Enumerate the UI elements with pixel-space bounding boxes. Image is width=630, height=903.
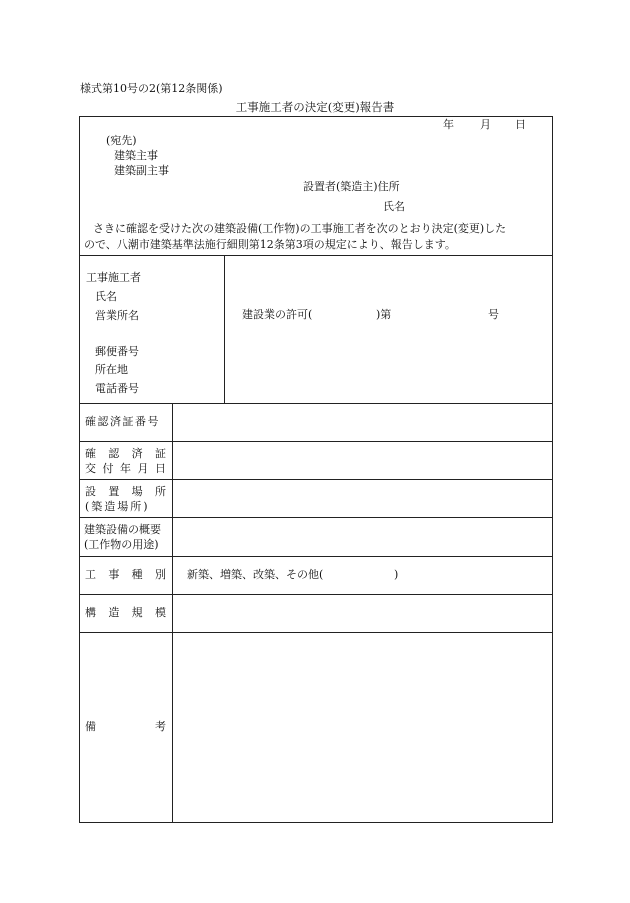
divider-label-column	[172, 403, 173, 823]
license-label: 建設業の許可(	[242, 308, 313, 321]
page-title: 工事施工者の決定(変更)報告書	[235, 100, 395, 114]
label-char: 規	[131, 606, 143, 619]
contractor-location-label: 所在地	[95, 363, 128, 376]
date-year-label: 年	[443, 118, 454, 131]
applicant-address-label: 設置者(築造主)住所	[303, 180, 400, 193]
label-char: 所	[154, 485, 166, 498]
form-number: 様式第10号の2(第12条関係)	[80, 82, 223, 95]
place-label-line2: (築造場所)	[85, 500, 150, 513]
label-char: 工	[85, 568, 96, 581]
work-type-options: 新築、増築、改築、その他(	[187, 568, 324, 581]
contractor-phone-label: 電話番号	[95, 382, 139, 395]
divider-top	[79, 255, 553, 256]
remarks-label	[85, 720, 166, 734]
contractor-postal-label: 郵便番号	[95, 345, 139, 358]
label-char: 月	[137, 462, 149, 475]
overview-label-line1: 建築設備の概要	[84, 523, 161, 536]
statement-line2: ので、八潮市建築基準法施行細則第12条第3項の規定により、報告します。	[84, 238, 456, 251]
divider-contractor	[79, 403, 553, 404]
divider-contractor-vertical	[224, 255, 225, 403]
label-char: 備	[85, 720, 96, 733]
date-month-label: 月	[480, 118, 491, 131]
label-char: 付	[102, 462, 114, 475]
label-char: 造	[108, 606, 120, 619]
place-label-line1	[85, 485, 166, 499]
label-char: 場	[131, 485, 143, 498]
applicant-name-label: 氏名	[383, 200, 405, 213]
contractor-heading: 工事施工者	[86, 271, 141, 284]
divider-row	[79, 556, 553, 557]
contractor-office-label: 営業所名	[95, 309, 139, 322]
date-day-label: 日	[515, 118, 526, 131]
label-char: 事	[108, 568, 120, 581]
divider-row	[79, 594, 553, 595]
addressee-line1: 建築主事	[114, 149, 158, 162]
contractor-name-label: 氏名	[95, 290, 117, 303]
label-char: 交	[85, 462, 96, 475]
work-type-close: )	[394, 568, 399, 581]
label-char: 種	[131, 568, 143, 581]
cert-number-label: 確認済証番号	[85, 415, 160, 428]
license-suffix: 号	[488, 308, 499, 321]
label-char: 考	[155, 720, 166, 733]
label-char: 模	[154, 606, 166, 619]
label-char: 年	[120, 462, 131, 475]
cert-date-label-line2	[85, 462, 166, 476]
addressee-line2: 建築副主事	[114, 164, 169, 177]
label-char: 日	[155, 462, 166, 475]
divider-row	[79, 517, 553, 518]
label-char: 構	[85, 606, 96, 619]
divider-row	[79, 479, 553, 480]
label-char: 証	[154, 447, 166, 460]
label-char: 置	[108, 485, 120, 498]
cert-date-label-line1	[85, 447, 166, 461]
label-char: 済	[131, 447, 143, 460]
divider-row	[79, 441, 553, 442]
overview-label-line2: (工作物の用途)	[84, 538, 159, 551]
structure-label	[85, 606, 166, 620]
divider-row	[79, 632, 553, 633]
label-char: 認	[108, 447, 120, 460]
work-type-label	[85, 568, 166, 582]
license-mid: )第	[376, 308, 392, 321]
label-char: 確	[85, 447, 96, 460]
statement-line1: さきに確認を受けた次の建築設備(工作物)の工事施工者を次のとおり決定(変更)した	[93, 222, 507, 235]
addressee-label: (宛先)	[106, 134, 137, 147]
label-char: 設	[85, 485, 96, 498]
label-char: 別	[154, 568, 166, 581]
